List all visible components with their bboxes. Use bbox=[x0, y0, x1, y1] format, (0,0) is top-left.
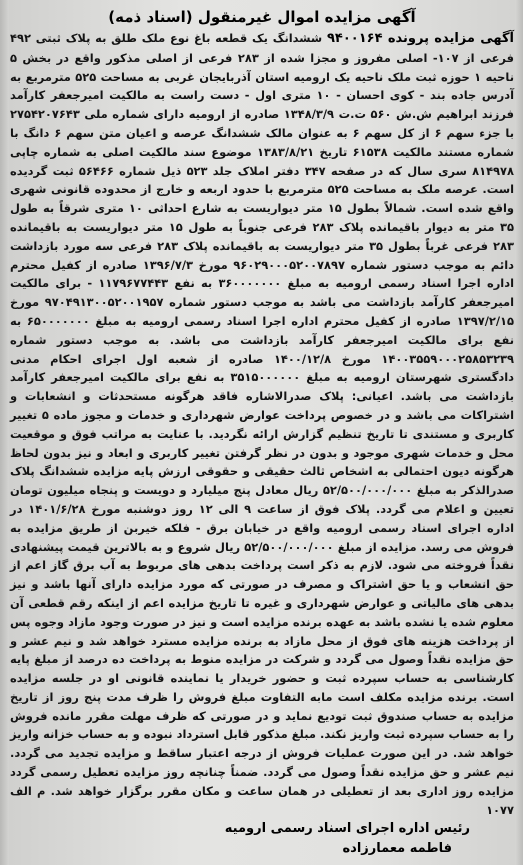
paper-fold-left bbox=[0, 0, 9, 865]
notice-title: آگهی مزایده اموال غیرمنقول (اسناد ذمه) bbox=[108, 8, 416, 26]
notice-body bbox=[10, 29, 514, 819]
signature-title: رئیس اداره اجرای اسناد رسمی ارومیه bbox=[224, 821, 470, 837]
paper-fold-right bbox=[515, 0, 523, 865]
signature-name: فاطمه معمارزاده bbox=[342, 841, 452, 857]
case-number-line: آگهی مزایده پرونده ۹۴۰۰۱۶۴ bbox=[326, 31, 514, 46]
notice-article bbox=[10, 7, 514, 859]
notice-body-text: ششدانگ یک قطعه باغ نوع ملک طلق به پلاک ثبتی ۴۹۲ فرعی از ۱۰۷- اصلی مفروز و مجزا شده از ۲۸۳ فرعی از اصلی مذکور واقع در بخش ۵ ناحیه ۱ حوزه ثبت ملک ناحیه یک ارومیه استان آذربایجان غربی به مساحت ۵۲۵ مترمربع به آدرس جاده بند - کوی احسان - ۱۰ متری اول - دست راست به مالکیت امیرجعفر کارآمد فرزند ابراهیم ش.ش ۵۶۰ ت.ت ۱۳۴۸/۳/۹ صادره از ارومیه دارای شماره ملی ۲۷۵۴۲۰۷۶۴۳ با جزء سهم ۶ از کل سهم ۶ به عنوان مالک ششدانگ عرصه و اعیان متن سهم ۶ دانگ با شماره مستند مالکیت ۶۱۵۳۸ تاریخ ۱۳۸۳/۸/۲۱ موضوع سند مالکیت اصلی به شماره چاپی ۸۱۴۹۷۸ سری سال که در صفحه ۳۴۷ دفتر املاک جلد ۵۲۳ ذیل شماره ۵۶۴۶۶ ثبت گردیده است. عرصه ملک به مساحت ۵۲۵ مترمربع با حدود اربعه و خارج از محدوده قانونی شهری واقع شده است. شمالاً بطول ۱۵ متر دیواریست به شارع احداثی ۱۰ متری شرقاً به طول ۳۵ متر به دیوار باقیمانده پلاک ۲۸۳ فرعی جنوباً به طول ۱۵ متر دیواریست به باقیمانده ۲۸۳ فرعی غرباً بطول ۳۵ متر دیواریست به باقیمانده پلاک ۲۸۳ فرعی سه مورد بازداشت دائم به موجب دستور شماره ۹۶۰۲۹۰۰۰۵۲۰۰۷۸۹۷ مورخ ۱۳۹۶/۷/۳ صادره از کفیل محترم اداره اجرا اسناد رسمی ارومیه به مبلغ ۳۶۰۰۰۰۰۰۰ به نفع ۱۱۷۹۶۷۷۴۴۳ - برای مالکیت امیرجعفر کارآمد بازداشت می باشد به موجب دستور شماره ۹۷۰۴۹۱۳۰۰۵۲۰۰۱۹۵۷ مورخ ۱۳۹۷/۲/۱۵ صادره از کفیل محترم اداره اجرا اسناد رسمی ارومیه به مبلغ ۶۵۰۰۰۰۰۰۰ به نفع برای مالکیت امیرجعفر کارآمد بازداشت می باشد. به موجب دستور شماره ۱۴۰۰۳۵۵۹۰۰۰۲۵۸۵۳۲۳۹ مورخ ۱۴۰۰/۱۲/۸ صادره از شعبه اول اجرای احکام مدنی دادگستری شهرستان ارومیه به مبلغ ۳۵۱۵۰۰۰۰۰۰ به نفع برای مالکیت امیرجعفر کارآمد بازداشت می باشد. اعیانی: پلاک صدرالاشاره فاقد هرگونه مستحدثات و انشعابات و اشتراکات می باشد و در خصوص پرداخت عوارض شهرداری و خدمات و مجوز ماده ۵ تغییر کاربری و مستندی تا تاریخ تنظیم گزارش ارائه نگردید. با عنایت به مراتب فوق و موقعیت محل و خدمات شهری موجود و بدون در نظر گرفتن تغییر کاربری و ابعاد و نیز بدون لحاظ هرگونه دیون احتمالی به اشخاص ثالث حقیقی و حقوقی ارزش پایه مزایده ششدانگ پلاک صدرالذکر به مبلغ ۵۲/۵۰۰/۰۰۰/۰۰۰ ریال معادل پنج میلیارد و دویست و پنجاه میلیون تومان تعیین و اعلام می گردد. پلاک فوق از ساعت ۹ الی ۱۲ روز دوشنبه مورخ ۱۴۰۱/۶/۲۸ در اداره اجرای اسناد رسمی ارومیه واقع در خیابان برق - فلکه خیربن از طریق مزایده به فروش می رسد. مزایده از مبلغ ۵۲/۵۰۰/۰۰۰/۰۰۰ ریال شروع و به بالاترین قیمت پیشنهادی نقداً فروخته می شود. لازم به ذکر است پرداخت بدهی های مربوط به آب برق گاز اعم از حق انشعاب و یا حق اشتراک و مصرف در صورتی که مورد مزایده دارای آنها باشد و نیز بدهی های مالیاتی و عوارض شهرداری و غیره تا تاریخ مزایده اعم از اینکه رقم قطعی آن معلوم شده یا نشده باشد به عهده برنده مزایده است و نیز در صورت وجود مازاد وجوه پس از پرداخت هزینه های فوق از محل مازاد به برنده مزایده مسترد خواهد شد و نیم عشر و حق مزایده نقداً وصول می گردد و شرکت در مزایده منوط به پرداخت ده درصد از مبلغ پایه کارشناسی به حساب سپرده ثبت و حضور خریدار یا نماینده قانونی او در جلسه مزایده است. برنده مزایده مکلف است مابه التفاوت مبلغ فروش را ظرف مدت پنج روز از تاریخ مزایده به حساب صندوق ثبت تودیع نماید و در صورتی که ظرف مهلت مقرر مانده فروش را به حساب سپرده ثبت واریز نکند. مبلغ مذکور قابل استرداد نبوده و به حساب خزانه واریز خواهد شد. در این صورت عملیات فروش از درجه اعتبار ساقط و مزایده تجدید می گردد. نیم عشر و حق مزایده نقداً وصول می گردد. ضمناً چنانچه روز مزایده تعطیل رسمی گردد مزایده روز اداری بعد از تعطیلی در همان ساعت و مکان مقرر برگزار خواهد شد. م الف ۱۰۷۷ bbox=[10, 31, 515, 817]
